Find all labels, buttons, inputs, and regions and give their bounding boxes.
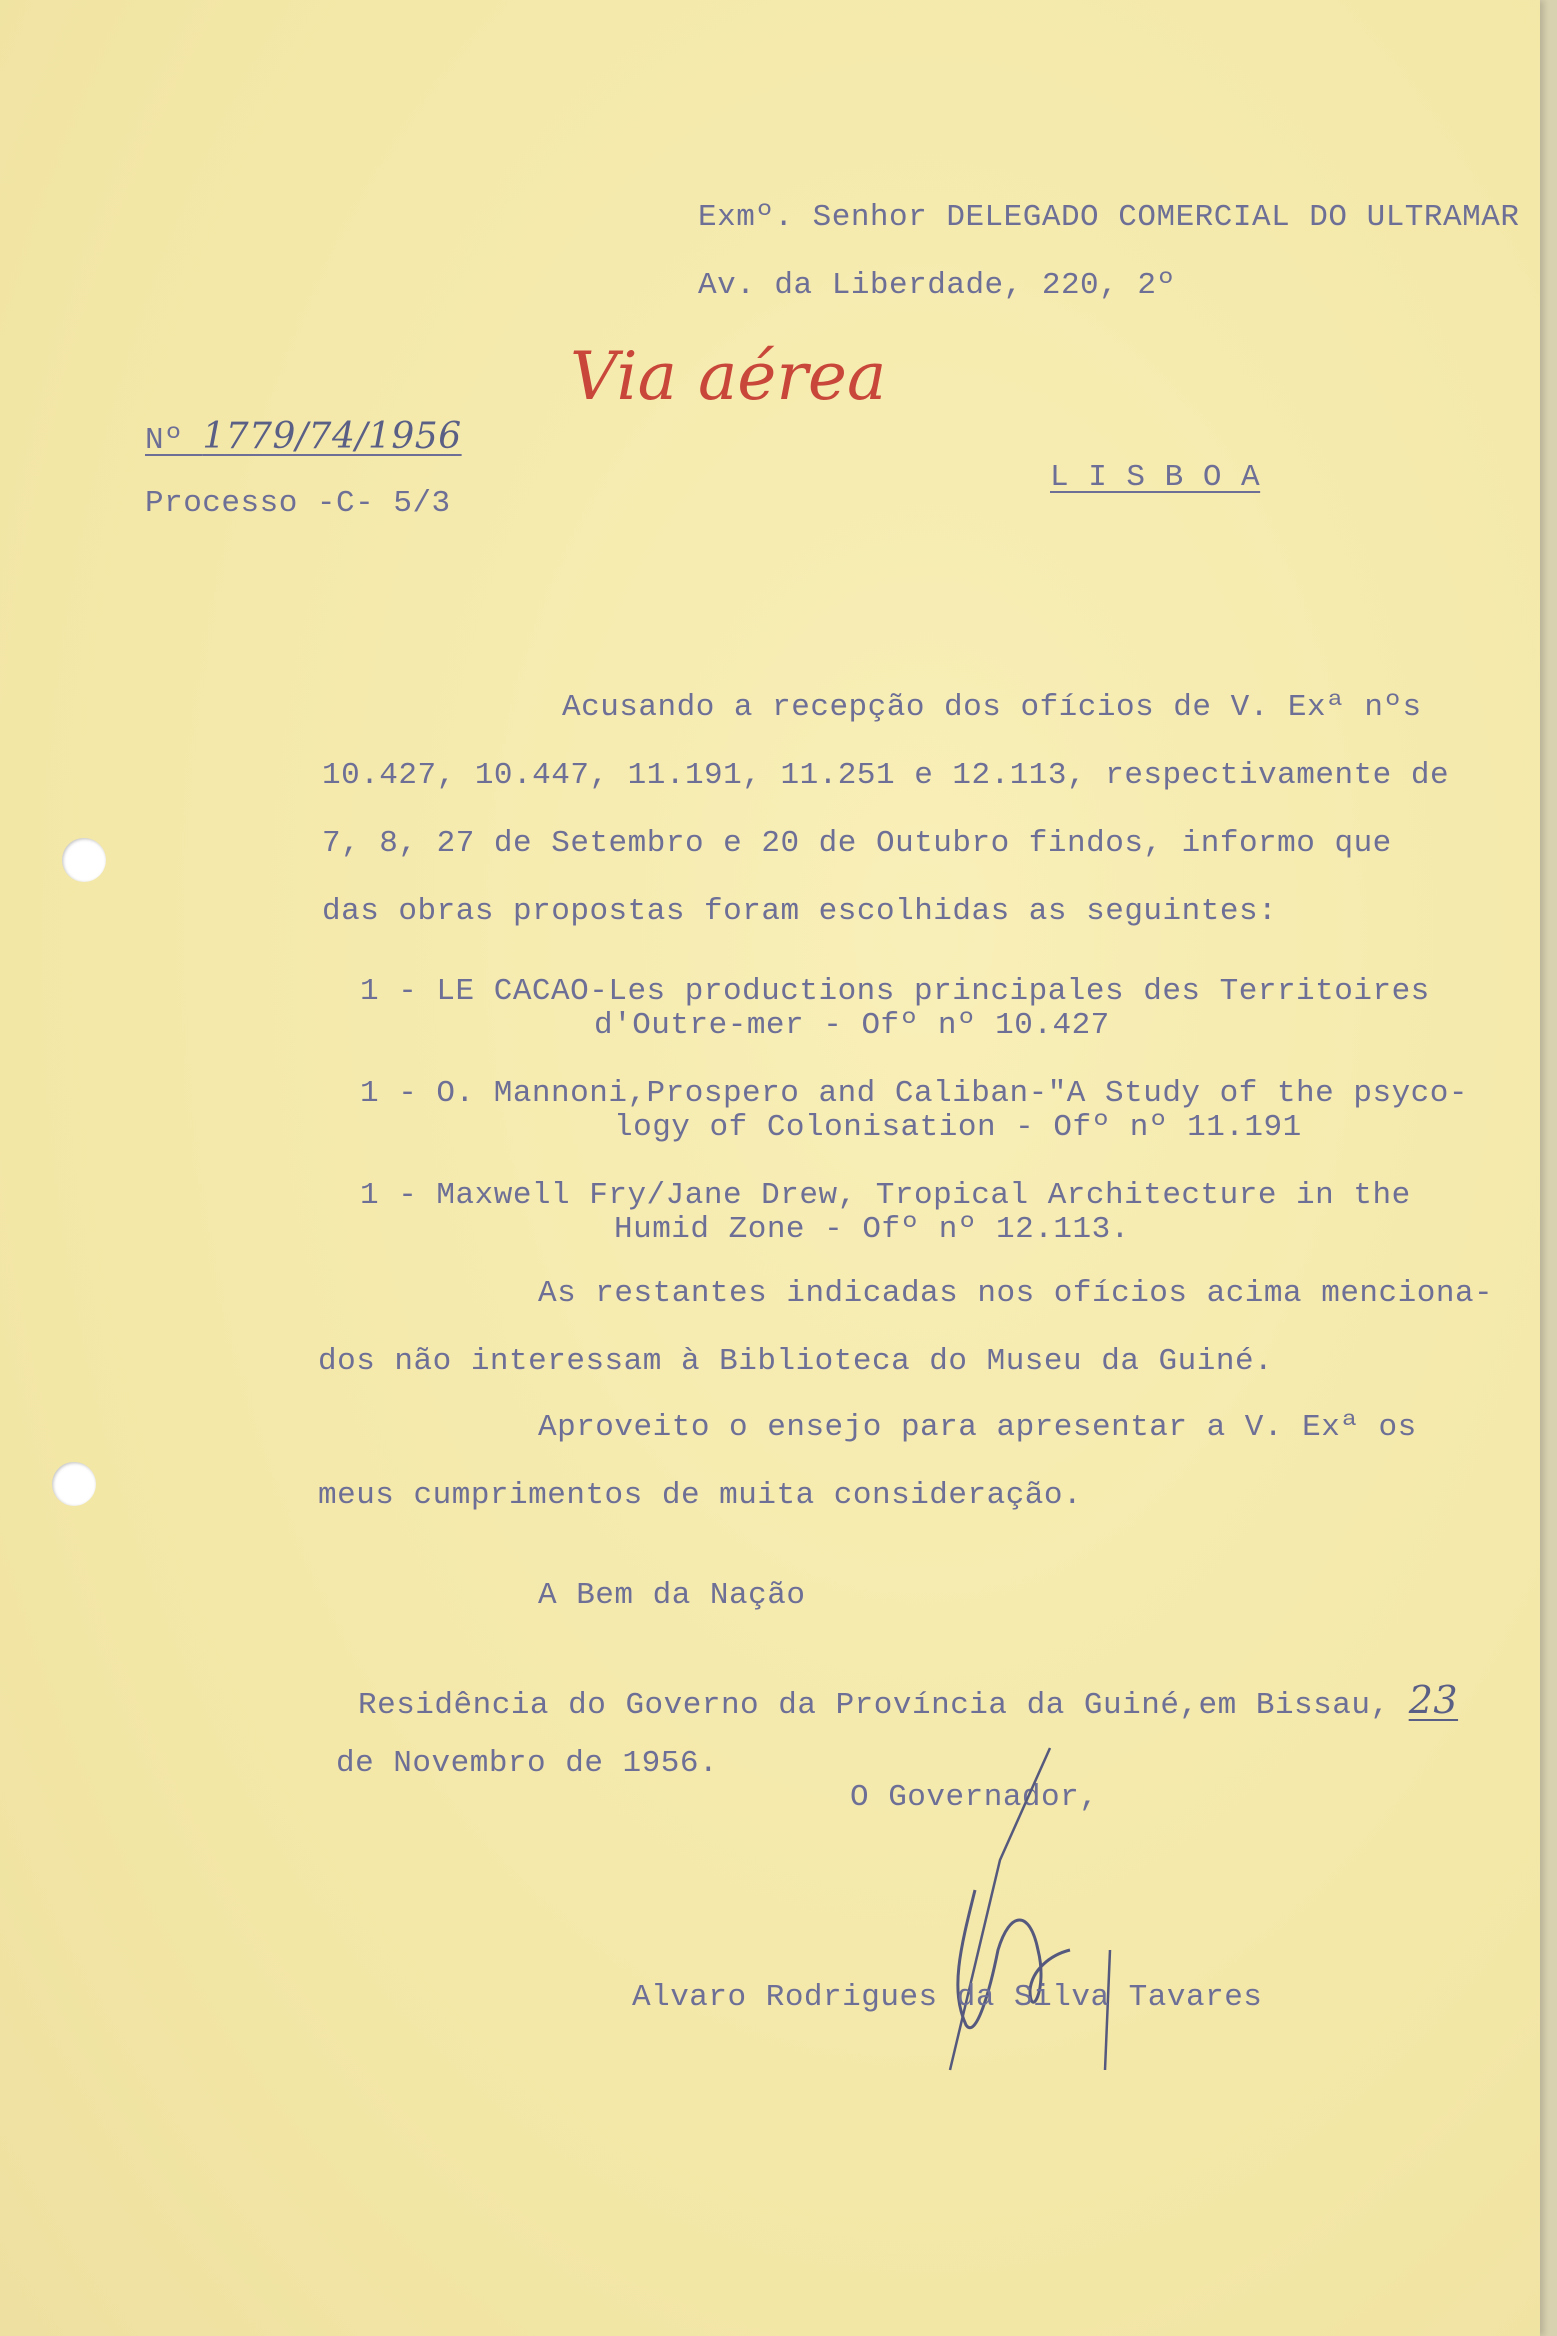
governor-signature	[880, 1740, 1140, 2080]
punch-hole-top	[62, 838, 106, 882]
place-text: Residência do Governo da Província da Guiné,em Bissau,	[358, 1688, 1390, 1723]
governor-title: O Governador,	[850, 1780, 1099, 1815]
paragraph-3-line-2: meus cumprimentos de muita consideração.	[318, 1478, 1083, 1513]
reference-number	[145, 416, 462, 458]
reference-prefix: Nº	[145, 423, 203, 458]
signatory-name: Alvaro Rodrigues da Silva Tavares	[632, 1980, 1263, 2015]
paragraph-1-line-4: das obras propostas foram escolhidas as seguintes:	[322, 894, 1278, 929]
via-aerea-annotation: Via aérea	[570, 338, 887, 415]
place-line	[358, 1678, 1458, 1723]
paragraph-1-line-1: Acusando a recepção dos ofícios de V. Exª nºs	[562, 690, 1422, 725]
city-lisboa: L I S B O A	[1050, 460, 1261, 495]
item-3-line-2: Humid Zone - Ofº nº 12.113.	[614, 1212, 1130, 1247]
punch-hole-bottom	[52, 1462, 96, 1506]
salutation: A Bem da Nação	[538, 1578, 806, 1613]
addressee-line-1: Exmº. Senhor DELEGADO COMERCIAL DO ULTRAMAR	[698, 200, 1520, 235]
processo-reference: Processo -C- 5/3	[145, 486, 451, 521]
paragraph-2-line-1: As restantes indicadas nos ofícios acima menciona-	[538, 1276, 1494, 1311]
item-3-line-1: 1 - Maxwell Fry/Jane Drew, Tropical Architecture in the	[360, 1178, 1411, 1213]
paragraph-1-line-2: 10.427, 10.447, 11.191, 11.251 e 12.113, respectivamente de	[322, 758, 1450, 793]
paragraph-3-line-1: Aproveito o ensejo para apresentar a V. Exª os	[538, 1410, 1417, 1445]
date-day-handwritten: 23	[1408, 1678, 1459, 1722]
item-2-line-1: 1 - O. Mannoni,Prospero and Caliban-"A Study of the psyco-	[360, 1076, 1468, 1111]
addressee-line-2: Av. da Liberdade, 220, 2º	[698, 268, 1176, 303]
item-1-line-2: d'Outre-mer - Ofº nº 10.427	[594, 1008, 1110, 1043]
item-1-line-1: 1 - LE CACAO-Les productions principales des Territoires	[360, 974, 1430, 1009]
reference-number-handwritten: 1779/74/1956	[202, 416, 462, 457]
paragraph-2-line-2: dos não interessam à Biblioteca do Museu da Guiné.	[318, 1344, 1274, 1379]
paragraph-1-line-3: 7, 8, 27 de Setembro e 20 de Outubro findos, informo que	[322, 826, 1392, 861]
date-line: de Novembro de 1956.	[336, 1746, 719, 1781]
item-2-line-2: logy of Colonisation - Ofº nº 11.191	[614, 1110, 1302, 1145]
